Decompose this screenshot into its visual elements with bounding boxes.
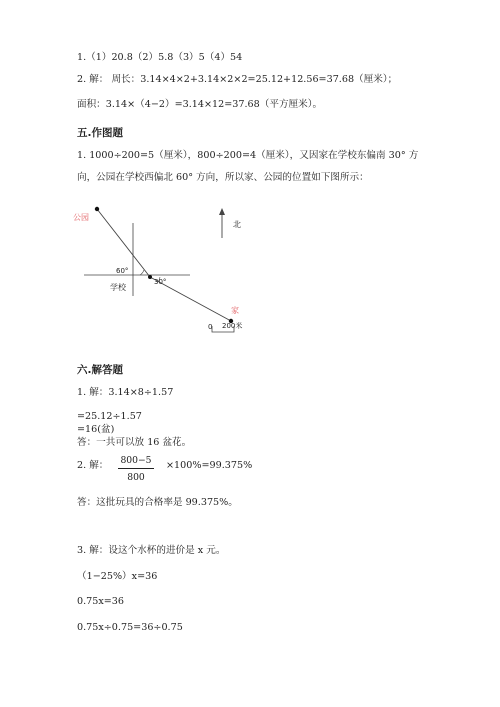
north-label: 北 — [233, 220, 241, 229]
school-point — [148, 275, 152, 279]
line-equation-3: 0.75x÷0.75=36÷0.75 — [77, 622, 183, 633]
heading-section-6: 六.解答题 — [77, 364, 123, 376]
line-answer-2: 2. 解： 周长：3.14×4×2+3.14×2×2=25.12+12.56=37.68（厘米）； — [77, 74, 398, 85]
direction-diagram — [72, 198, 252, 340]
line-solve-cup: 3. 解：设这个水杯的进价是 x 元。 — [77, 545, 226, 556]
line-answer-1: 1.（1）20.8（2）5.8（3）5（4）54 — [77, 52, 243, 63]
heading-section-5: 五.作图题 — [77, 127, 123, 139]
park-point — [95, 207, 99, 211]
line-drawing-1: 1. 1000÷200=5（厘米），800÷200=4（厘米），又因家在学校东偏南 30° 方 — [77, 150, 419, 161]
line-solve-2: =25.12÷1.57 — [77, 411, 142, 422]
north-arrowhead — [219, 208, 225, 215]
line-rate-result: ×100%=99.375% — [166, 460, 253, 471]
school-label: 学校 — [110, 283, 126, 292]
angle-60-arc — [140, 270, 144, 275]
scale-unit-label: 200米 — [222, 322, 243, 330]
line-equation-2: 0.75x=36 — [77, 596, 125, 607]
line-answer-rate: 答：这批玩具的合格率是 99.375%。 — [77, 497, 238, 508]
line-equation-1: （1−25%）x=36 — [77, 571, 158, 582]
line-solve-3: =16(盆) — [77, 424, 115, 435]
line-solve-1: 1. 解：3.14×8÷1.57 — [77, 387, 174, 398]
angle-30-label: 30° — [154, 278, 167, 286]
fraction-denominator: 800 — [127, 472, 145, 483]
line-answer-flowers: 答：一共可以放 16 盆花。 — [77, 437, 192, 448]
park-label: 公园 — [73, 213, 89, 222]
angle-60-label: 60° — [116, 267, 129, 275]
home-label: 家 — [231, 306, 239, 315]
fraction-numerator: 800−5 — [118, 455, 154, 469]
fraction — [118, 455, 154, 483]
diagram-svg — [72, 198, 252, 340]
scale-zero-label: 0 — [208, 323, 213, 331]
line-drawing-2: 向，公园在学校西偏北 60° 方向，所以家、公园的位置如下图所示： — [77, 172, 369, 183]
line-rate-prefix: 2. 解： — [77, 460, 109, 471]
line-area: 面积：3.14×（4−2）=3.14×12=37.68（平方厘米）。 — [77, 99, 323, 110]
